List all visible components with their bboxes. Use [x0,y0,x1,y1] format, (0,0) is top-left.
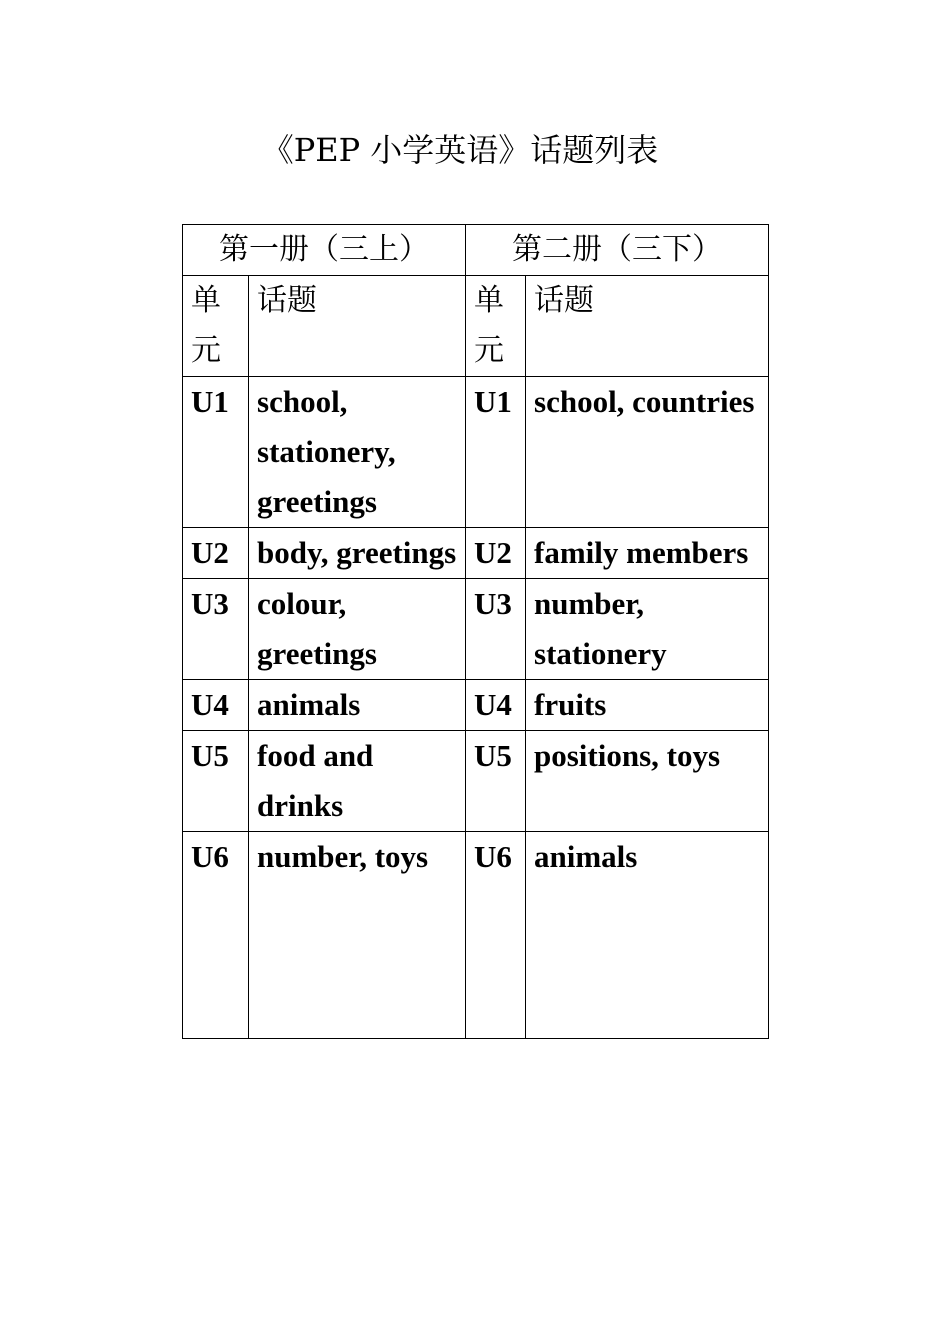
book-2-topic: school, countries [526,377,769,528]
book-1-unit: U1 [183,377,249,528]
book-1-topic-header: 话题 [249,276,466,377]
book-1-topic: food and drinks [249,731,466,832]
book-header-row [183,225,769,276]
book-1-unit: U3 [183,579,249,680]
table-row [183,731,769,832]
book-2-unit: U4 [466,680,526,731]
book-2-topic: positions, toys [526,731,769,832]
book-1-title: 第一册（三上） [183,225,466,276]
book-1-unit: U6 [183,832,249,1039]
page-title: 《PEP 小学英语》话题列表 [261,131,659,169]
book-1-topic: animals [249,680,466,731]
book-1-topic: body, greetings [249,528,466,579]
book-2-unit: U1 [466,377,526,528]
book-2-topic: animals [526,832,769,1039]
book-1-topic: number, toys [249,832,466,1039]
book-1-unit: U2 [183,528,249,579]
book-2-title: 第二册（三下） [466,225,769,276]
table-row [183,832,769,1039]
book-1-topic: school, stationery, greetings [249,377,466,528]
book-2-unit: U6 [466,832,526,1039]
table-row [183,377,769,528]
book-2-unit: U3 [466,579,526,680]
book-2-topic-header: 话题 [526,276,769,377]
table-row [183,579,769,680]
book-2-topic: fruits [526,680,769,731]
topic-table [182,224,769,1039]
book-2-unit: U5 [466,731,526,832]
table-row [183,680,769,731]
book-2-unit: U2 [466,528,526,579]
table-row [183,528,769,579]
book-1-topic: colour, greetings [249,579,466,680]
book-2-unit-header: 单元 [466,276,526,377]
book-1-unit: U5 [183,731,249,832]
column-header-row [183,276,769,377]
book-2-topic: number, stationery [526,579,769,680]
book-2-topic: family members [526,528,769,579]
book-1-unit: U4 [183,680,249,731]
book-1-unit-header: 单元 [183,276,249,377]
